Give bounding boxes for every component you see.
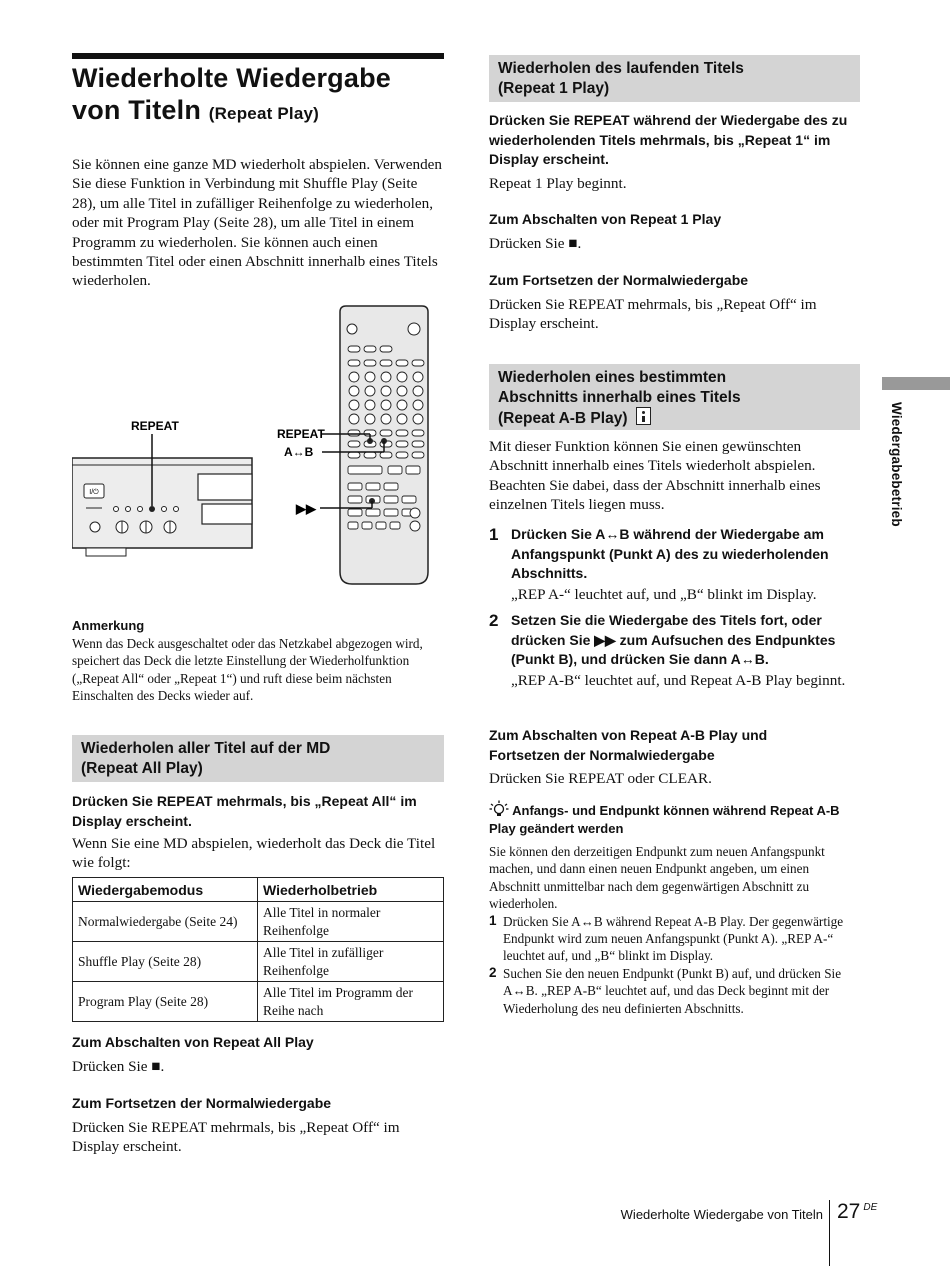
side-tab-bar	[882, 377, 950, 390]
tip-text: Sie können den derzeitigen Endpunkt zum neuen Anfangspunkt machen, und dann einen neuen Endpunkt angeben, um einen Abschnitt unmittelbar nach dem gegenwärtigen Abschnitt zu wiederholen.	[489, 844, 825, 912]
footer-page	[837, 1200, 877, 1224]
repeat1-instruction: Drücken Sie REPEAT während der Wiedergabe des zu wiederholenden Titels mehrmals, bis „Repeat 1“ im Display erscheint.	[489, 112, 848, 167]
step-1	[489, 525, 860, 604]
page-title: Wiederholte Wiedergabe von Titeln (Repeat Play)	[72, 63, 391, 125]
table-cell: Alle Titel in normaler Reihenfolge	[258, 902, 444, 942]
step-number: 2	[489, 611, 499, 630]
tip-heading: Anfangs- und Endpunkt können während Repeat A-B Play geändert werden	[489, 803, 840, 836]
ff-icon: ▶▶	[296, 501, 316, 516]
page-number: 27	[837, 1200, 861, 1223]
table-cell: Normalwiedergabe (Seite 24)	[73, 902, 258, 942]
section-repeat-all-heading: Wiederholen aller Titel auf der MD (Repeat All Play)	[72, 735, 444, 782]
tip-block	[489, 800, 860, 1017]
repeat1-resume-text: Drücken Sie REPEAT mehrmals, bis „Repeat Off“ im Display erscheint.	[489, 296, 817, 333]
table-cell: Program Play (Seite 28)	[73, 982, 258, 1022]
repeat-all-resume-heading: Zum Fortsetzen der Normalwiedergabe	[72, 1095, 332, 1111]
repeat-mode-table	[72, 877, 444, 1022]
remote-only-icon	[636, 407, 651, 425]
tip-step-number: 1	[489, 912, 497, 928]
tip-bulb-icon	[489, 800, 509, 818]
repeat-all-stop-text: Drücken Sie ■.	[72, 1058, 165, 1075]
repeat1-resume-heading: Zum Fortsetzen der Normalwiedergabe	[489, 272, 749, 288]
repeat1-stop-heading: Zum Abschalten von Repeat 1 Play	[489, 211, 722, 227]
step-2	[489, 611, 860, 690]
repeat-all-instruction: Drücken Sie REPEAT mehrmals, bis „Repeat All“ im Display erscheint.	[72, 793, 417, 829]
repeatab-stop-text: Drücken Sie REPEAT oder CLEAR.	[489, 770, 712, 787]
footer-divider	[829, 1200, 830, 1266]
step-result: „REP A-B“ leuchtet auf, und Repeat A-B Play beginnt.	[511, 671, 846, 689]
repeat-all-resume-text: Drücken Sie REPEAT mehrmals, bis „Repeat Off“ im Display erscheint.	[72, 1119, 400, 1156]
footer-title: Wiederholte Wiedergabe von Titeln	[620, 1207, 823, 1222]
title-suffix: (Repeat Play)	[208, 104, 320, 123]
note-text: Wenn das Deck ausgeschaltet oder das Netzkabel abgezogen wird, speichert das Deck die letzte Einstellung der Wiederholfunktion („Repeat All“ oder „Repeat 1“) und ruft diese beim nächsten Einschalten des Decks wieder auf.	[72, 636, 423, 704]
step-result: „REP A-“ leuchtet auf, und „B“ blinkt im Display.	[511, 585, 817, 603]
svg-text:I/⏻: I/⏻	[89, 489, 99, 496]
table-cell: Alle Titel im Programm der Reihe nach	[258, 982, 444, 1022]
note-title: Anmerkung	[72, 618, 145, 633]
table-header: Wiedergabemodus	[73, 878, 258, 902]
side-tab-label: Wiedergabebetrieb	[889, 402, 904, 527]
table-header: Wiederholbetrieb	[258, 878, 444, 902]
step-instruction: Setzen Sie die Wiedergabe des Titels fort, oder drücken Sie ▶▶ zum Aufsuchen des Endpunktes (Punkt B), und drücken Sie dann A↔B.	[511, 612, 836, 667]
page-lang: DE	[863, 1202, 878, 1213]
table-row	[73, 942, 444, 982]
repeat1-stop-text: Drücken Sie ■.	[489, 235, 582, 252]
figure	[72, 300, 444, 590]
tip-step-text: Drücken Sie A↔B während Repeat A-B Play. Der gegenwärtige Endpunkt wird zum neuen Anfangspunkt (Punkt A). „REP A-“ leuchtet auf, und „B“ blinkt im Display.	[503, 913, 844, 964]
table-row	[73, 902, 444, 942]
tip-step-number: 2	[489, 964, 497, 980]
remote-repeat-label: REPEAT	[277, 427, 325, 441]
deck-remote-illustration	[72, 300, 444, 590]
repeat-all-after: Wenn Sie eine MD abspielen, wiederholt das Deck die Titel wie folgt:	[72, 835, 436, 872]
step-instruction: Drücken Sie A↔B während der Wiedergabe am Anfangspunkt (Punkt A) des zu wiederholenden Abschnitts.	[511, 526, 829, 581]
tip-step-text: Suchen Sie den neuen Endpunkt (Punkt B) auf, und drücken Sie A↔B. „REP A-B“ leuchtet auf, und das Deck beginnt mit der Wiederholung des neu definierten Abschnitts.	[503, 965, 842, 1016]
deck-repeat-label: REPEAT	[131, 419, 179, 433]
repeatab-intro: Mit dieser Funktion können Sie einen gewünschten Abschnitt innerhalb eines Titels wiederholt abspielen. Beachten Sie dabei, dass der Abschnitt innerhalb eines einzelnen Titels liegen muss.	[489, 438, 821, 514]
repeatab-stop-heading: Zum Abschalten von Repeat A-B Play und Fortsetzen der Normalwiedergabe	[489, 727, 768, 763]
step-number: 1	[489, 525, 499, 544]
table-row	[73, 982, 444, 1022]
repeat1-result: Repeat 1 Play beginnt.	[489, 175, 627, 192]
remote-ab-label: A↔B	[284, 445, 314, 459]
table-header-row	[73, 878, 444, 902]
section-repeatab-heading: Wiederholen eines bestimmten Abschnitts innerhalb eines Titels (Repeat A-B Play)	[489, 364, 860, 430]
table-cell: Shuffle Play (Seite 28)	[73, 942, 258, 982]
repeat-all-stop-heading: Zum Abschalten von Repeat All Play	[72, 1034, 314, 1050]
deck-icon	[72, 458, 252, 556]
section-repeat1-heading: Wiederholen des laufenden Titels (Repeat 1 Play)	[489, 55, 860, 102]
intro-paragraph: Sie können eine ganze MD wiederholt abspielen. Verwenden Sie diese Funktion in Verbindung mit Shuffle Play (Seite 28), um alle Titel in zufälliger Reihenfolge zu wiederholen, oder mit Program Play (Seite 28), um alle Titel in einem Programm zu wiederholen. Sie können auch einen bestimmten Titel oder einen Abschnitt innerhalb eines Titels wiederholen.	[72, 156, 443, 290]
title-rule	[72, 53, 444, 59]
table-cell: Alle Titel in zufälliger Reihenfolge	[258, 942, 444, 982]
